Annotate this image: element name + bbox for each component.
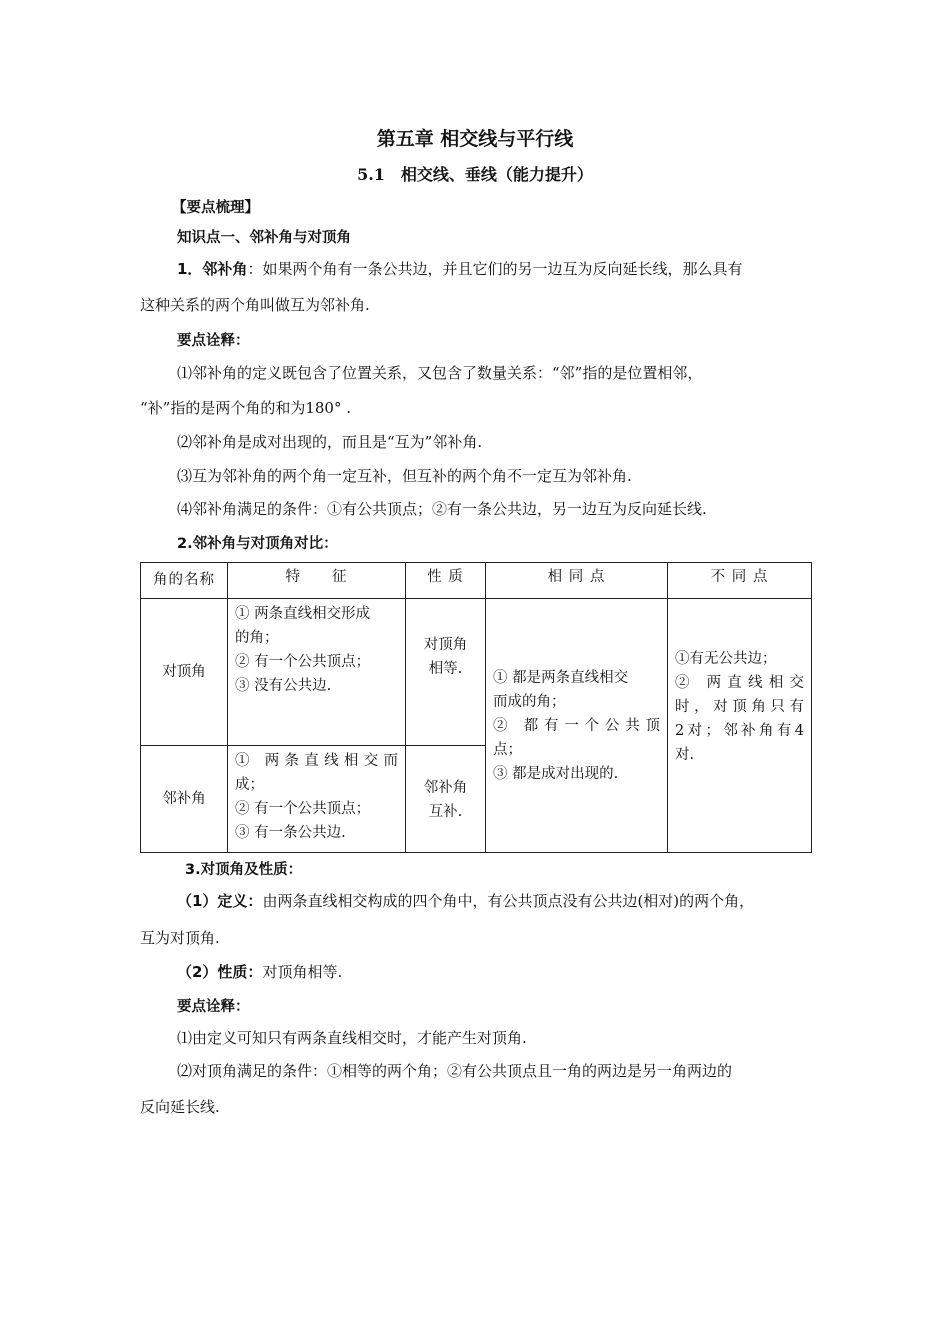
header-property: 性 质 [406, 563, 486, 599]
note-1: ⑴邻补角的定义既包含了位置关系，又包含了数量关系：“邻”指的是位置相邻， [177, 364, 703, 382]
definition-label: 1．邻补角 [177, 260, 248, 278]
row-adjacent-angle-features: ① 两条直线相交而 成； ② 有一个公共顶点； ③ 有一条公共边. [228, 746, 406, 853]
section-header: 【要点梳理】 [172, 200, 259, 216]
row-adjacent-angle-name: 邻补角 [141, 746, 228, 853]
knowledge-point-heading: 知识点一、邻补角与对顶角 [177, 230, 351, 246]
comparison-table [140, 562, 812, 853]
notes-heading: 要点诠释： [177, 333, 250, 349]
note-2-1: ⑴由定义可知只有两条直线相交时，才能产生对顶角. [177, 1029, 527, 1047]
definition-text: 由两条直线相交构成的四个角中，有公共顶点没有公共边(相对)的两个角， [262, 892, 755, 910]
note-1-cont: “补”指的是两个角的和为180° . [140, 399, 352, 417]
row-vertical-angle-property: 对顶角 相等. [406, 599, 486, 746]
comparison-heading: 2.邻补角与对顶角对比： [177, 536, 338, 552]
table-header-row [141, 563, 812, 599]
note-2: ⑵邻补角是成对出现的，而且是“互为”邻补角. [177, 433, 483, 451]
common-points: ① 都是两条直线相交 而成的角； ② 都有一个公共顶 点； ③ 都是成对出现的. [486, 599, 668, 853]
row-vertical-angle-name: 对顶角 [141, 599, 228, 746]
note-2-2: ⑵对顶角满足的条件：①相等的两个角；②有公共顶点且一角的两边是另一角两边的 [177, 1062, 733, 1080]
property-label: （2）性质： [177, 963, 263, 981]
page-title: 第五章 相交线与平行线 [376, 128, 574, 150]
definition-adjacent-angle [177, 258, 742, 279]
section-subtitle: 5.1 相交线、垂线（能力提升） [357, 165, 593, 184]
vertical-angle-definition [177, 890, 754, 911]
definition-text-cont: 这种关系的两个角叫做互为邻补角. [140, 296, 370, 314]
header-name: 角的名称 [141, 563, 228, 599]
definition-label: （1）定义： [177, 892, 263, 910]
note-3: ⑶互为邻补角的两个角一定互补，但互补的两个角不一定互为邻补角. [177, 467, 632, 485]
header-same: 相 同 点 [486, 563, 668, 599]
row-vertical-angle-features: ① 两条直线相交形成 的角； ② 有一个公共顶点； ③ 没有公共边. [228, 599, 406, 746]
notes-heading-2: 要点诠释： [177, 999, 250, 1015]
note-4: ⑷邻补角满足的条件：①有公共顶点；②有一条公共边，另一边互为反向延长线. [177, 500, 707, 518]
definition-text: ：如果两个角有一条公共边，并且它们的另一边互为反向延长线，那么具有 [247, 260, 743, 278]
different-points: ①有无公共边； ② 两直线相交 时，对顶角只有 2对；邻补角有4 对. [668, 599, 812, 853]
row-adjacent-angle-property: 邻补角 互补. [406, 746, 486, 853]
vertical-angle-property [177, 961, 342, 982]
vertical-angle-definition-cont: 互为对顶角. [140, 929, 220, 947]
vertical-angle-heading: 3.对顶角及性质： [185, 862, 303, 878]
header-diff: 不 同 点 [668, 563, 812, 599]
property-text: 对顶角相等. [262, 963, 343, 981]
note-2-2-cont: 反向延长线. [140, 1098, 220, 1116]
table-row [141, 599, 812, 746]
header-features: 特 征 [228, 563, 406, 599]
